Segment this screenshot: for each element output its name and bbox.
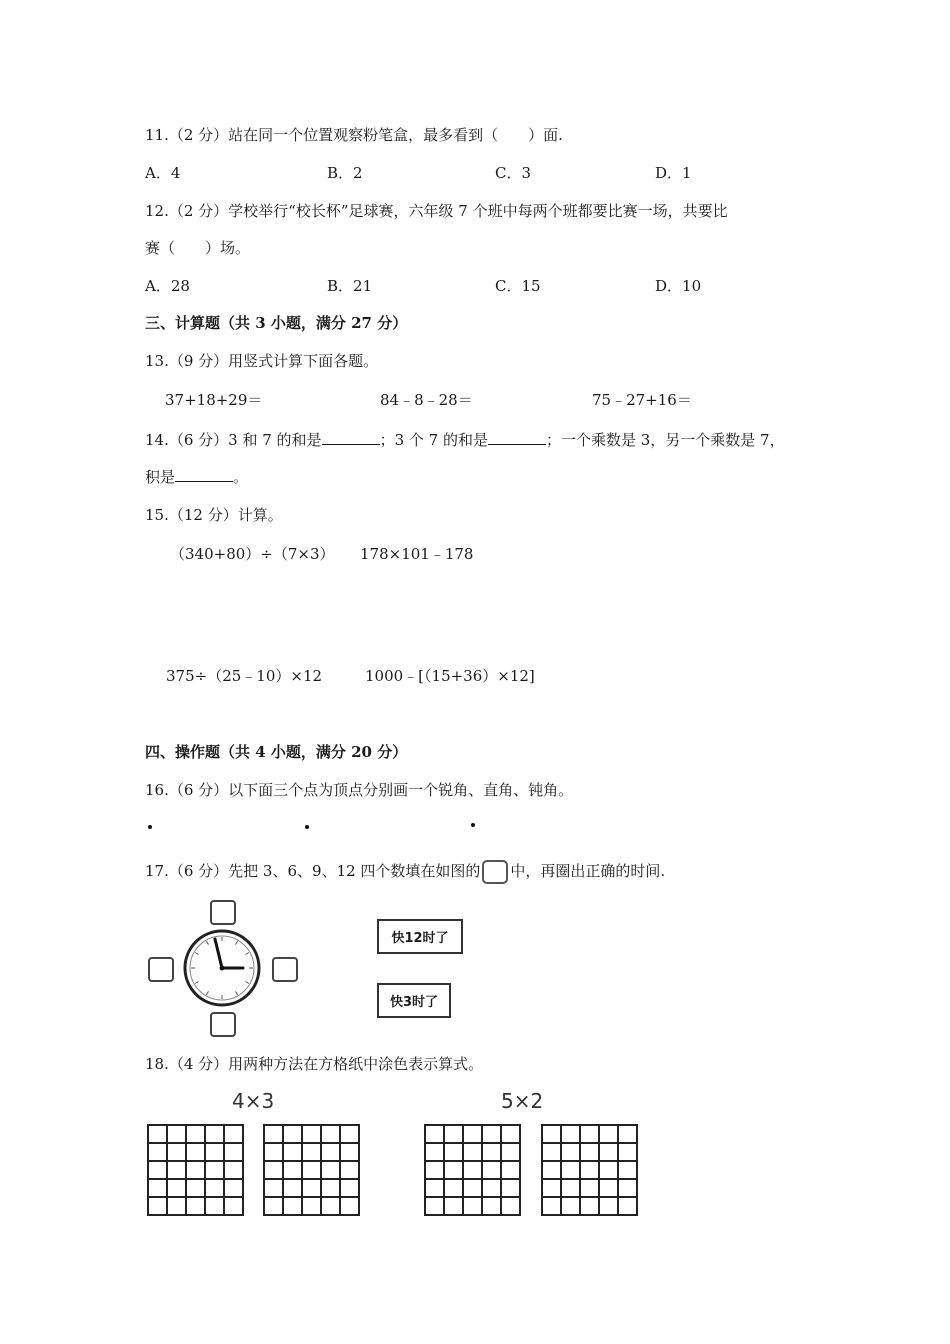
q12-option-d: D．10 <box>655 277 702 295</box>
q17-stem <box>145 860 665 884</box>
grid-title-5x2: 5×2 <box>501 1089 544 1113</box>
q15-expr-2: 178×101﹣178 <box>360 545 474 563</box>
q15-expr-1: （340+80）÷（7×3） <box>170 545 335 563</box>
q12-option-b: B．21 <box>327 277 373 295</box>
clock-box-top[interactable] <box>210 900 236 925</box>
time-option-3[interactable]: 快3时了 <box>377 983 451 1018</box>
q11-option-b: B．2 <box>327 164 363 182</box>
q14-line1 <box>145 429 785 450</box>
q11-stem: 11.（2 分）站在同一个位置观察粉笔盒，最多看到（ ）面. <box>145 126 563 144</box>
q11-option-c: C．3 <box>495 164 532 182</box>
grid-4x3-method-1[interactable] <box>147 1124 244 1216</box>
q11-option-d: D．1 <box>655 164 692 182</box>
q14-part3: ；一个乘数是 3，另一个乘数是 7， <box>545 431 785 449</box>
section4-title: 四、操作题（共 4 小题，满分 20 分） <box>145 743 408 761</box>
q17-stem-after: 中，再圈出正确的时间. <box>510 862 666 880</box>
q14-part1: 14.（6 分）3 和 7 的和是 <box>145 431 322 449</box>
q16-stem: 16.（6 分）以下面三个点为顶点分别画一个锐角、直角、钝角。 <box>145 781 574 799</box>
q14-blank-1[interactable] <box>322 429 380 445</box>
q11-option-a: A．4 <box>145 164 181 182</box>
q14-part4: 积是 <box>145 468 176 486</box>
q14-part2: ；3 个 7 的和是 <box>379 431 488 449</box>
q13-expr-3: 75﹣27+16＝ <box>592 391 692 409</box>
q13-stem: 13.（9 分）用竖式计算下面各题。 <box>145 352 379 370</box>
q14-part5: 。 <box>233 468 249 486</box>
q14-line2 <box>145 466 248 487</box>
q15-expr-4: 1000﹣[（15+36）×12] <box>365 667 535 685</box>
q12-stem-line2: 赛（ ）场。 <box>145 239 251 257</box>
q14-blank-2[interactable] <box>488 429 546 445</box>
grid-4x3-method-2[interactable] <box>263 1124 360 1216</box>
vertex-dot-2 <box>305 825 309 829</box>
q18-stem: 18.（4 分）用两种方法在方格纸中涂色表示算式。 <box>145 1055 484 1073</box>
clock-box-left[interactable] <box>148 957 174 982</box>
q17-stem-before: 17.（6 分）先把 3、6、9、12 四个数填在如图的 <box>145 862 481 880</box>
vertex-dot-3 <box>471 823 475 827</box>
q12-option-a: A．28 <box>145 277 190 295</box>
q15-expr-3: 375÷（25﹣10）×12 <box>166 667 323 685</box>
clock-box-bottom[interactable] <box>210 1012 236 1037</box>
q15-stem: 15.（12 分）计算。 <box>145 506 283 524</box>
answer-box-icon <box>482 860 508 884</box>
q12-option-c: C．15 <box>495 277 541 295</box>
vertex-dot-1 <box>148 825 152 829</box>
grid-5x2-method-1[interactable] <box>424 1124 521 1216</box>
q13-expr-1: 37+18+29＝ <box>165 391 263 409</box>
time-option-12[interactable]: 快12时了 <box>377 919 463 954</box>
grid-title-4x3: 4×3 <box>232 1089 275 1113</box>
section3-title: 三、计算题（共 3 小题，满分 27 分） <box>145 314 408 332</box>
q12-stem-line1: 12.（2 分）学校举行“校长杯”足球赛，六年级 7 个班中每两个班都要比赛一场，共要比 <box>145 202 728 220</box>
clock-box-right[interactable] <box>272 957 298 982</box>
grid-5x2-method-2[interactable] <box>541 1124 638 1216</box>
q14-blank-3[interactable] <box>175 466 233 482</box>
q13-expr-2: 84﹣8﹣28＝ <box>380 391 473 409</box>
